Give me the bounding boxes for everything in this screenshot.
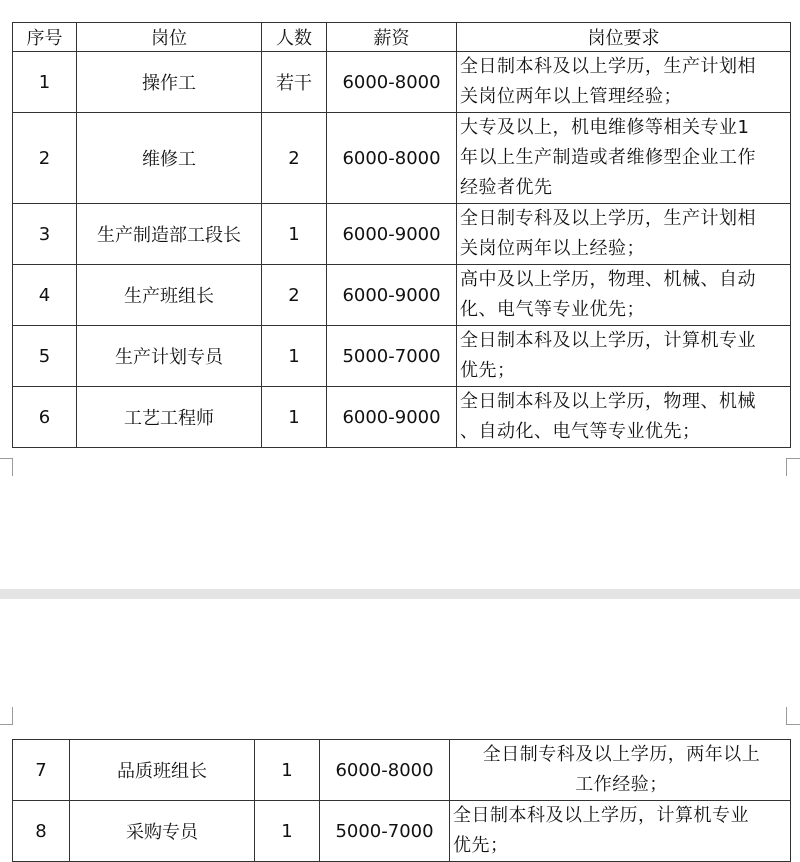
cell-count: 2 [262, 265, 327, 326]
cell-salary: 5000-7000 [327, 326, 457, 387]
req-line: 全日制本科及以上学历，计算机专业 [460, 330, 756, 351]
cell-no: 4 [13, 265, 77, 326]
cell-position: 维修工 [77, 113, 262, 204]
page-corner-mark [0, 724, 13, 725]
req-line: 关岗位两年以上经验； [460, 238, 645, 259]
page-corner-mark [786, 707, 787, 725]
header-requirements: 岗位要求 [457, 23, 791, 52]
cell-position: 生产班组长 [77, 265, 262, 326]
cell-no: 3 [13, 204, 77, 265]
cell-no: 2 [13, 113, 77, 204]
recruitment-table-page-1 [12, 22, 791, 448]
cell-requirements [457, 265, 791, 326]
cell-salary: 6000-8000 [327, 113, 457, 204]
header-salary: 薪资 [327, 23, 457, 52]
req-line: 年以上生产制造或者维修型企业工作 [460, 147, 756, 168]
cell-position: 品质班组长 [70, 740, 255, 801]
table-row [13, 387, 791, 448]
cell-no: 5 [13, 326, 77, 387]
cell-count: 1 [255, 740, 320, 801]
cell-position: 生产制造部工段长 [77, 204, 262, 265]
cell-salary: 6000-8000 [327, 52, 457, 113]
header-count: 人数 [262, 23, 327, 52]
page-corner-mark [0, 458, 13, 459]
req-line: 全日制本科及以上学历，计算机专业 [453, 805, 749, 826]
table-row [13, 326, 791, 387]
req-line: 优先； [460, 360, 516, 381]
cell-requirements [457, 52, 791, 113]
table-row [13, 52, 791, 113]
table-row [13, 204, 791, 265]
table-row [13, 113, 791, 204]
cell-count: 2 [262, 113, 327, 204]
cell-no: 8 [13, 801, 70, 862]
table-header-row [13, 23, 791, 52]
req-line: 大专及以上，机电维修等相关专业1 [460, 117, 750, 138]
page-corner-mark [786, 458, 787, 476]
req-line: 全日制专科及以上学历，两年以上 [482, 744, 761, 765]
table-row [13, 801, 791, 862]
header-position: 岗位 [77, 23, 262, 52]
table-row [13, 265, 791, 326]
cell-salary: 6000-9000 [327, 265, 457, 326]
cell-no: 7 [13, 740, 70, 801]
req-line: 化、电气等专业优先； [460, 299, 645, 320]
cell-count: 1 [262, 204, 327, 265]
header-no: 序号 [13, 23, 77, 52]
req-line: 优先； [453, 835, 509, 856]
req-line: 全日制专科及以上学历，生产计划相 [460, 208, 756, 229]
cell-requirements [457, 113, 791, 204]
req-line: 经验者优先 [460, 177, 553, 198]
req-line: 高中及以上学历，物理、机械、自动 [460, 269, 756, 290]
page-corner-mark [12, 458, 13, 476]
req-line: 关岗位两年以上管理经验； [460, 86, 682, 107]
page-corner-mark [786, 724, 800, 725]
cell-count: 1 [255, 801, 320, 862]
recruitment-table-page-2 [12, 739, 791, 862]
table-row [13, 740, 791, 801]
cell-count: 1 [262, 387, 327, 448]
req-line: 全日制本科及以上学历，生产计划相 [460, 56, 756, 77]
cell-position: 工艺工程师 [77, 387, 262, 448]
cell-no: 1 [13, 52, 77, 113]
cell-requirements [457, 326, 791, 387]
cell-position: 采购专员 [70, 801, 255, 862]
cell-requirements [457, 204, 791, 265]
cell-requirements [457, 387, 791, 448]
req-line: 工作经验； [575, 774, 668, 795]
req-line: 全日制本科及以上学历，物理、机械 [460, 391, 756, 412]
cell-salary: 6000-8000 [320, 740, 450, 801]
cell-requirements [450, 740, 791, 801]
req-line: 、自动化、电气等专业优先； [460, 421, 701, 442]
page-corner-mark [12, 707, 13, 725]
page-corner-mark [786, 458, 800, 459]
cell-salary: 6000-9000 [327, 204, 457, 265]
cell-position: 生产计划专员 [77, 326, 262, 387]
cell-salary: 5000-7000 [320, 801, 450, 862]
cell-no: 6 [13, 387, 77, 448]
page-break-divider [0, 589, 800, 599]
cell-count: 1 [262, 326, 327, 387]
cell-requirements [450, 801, 791, 862]
cell-salary: 6000-9000 [327, 387, 457, 448]
cell-count: 若干 [262, 52, 327, 113]
cell-position: 操作工 [77, 52, 262, 113]
